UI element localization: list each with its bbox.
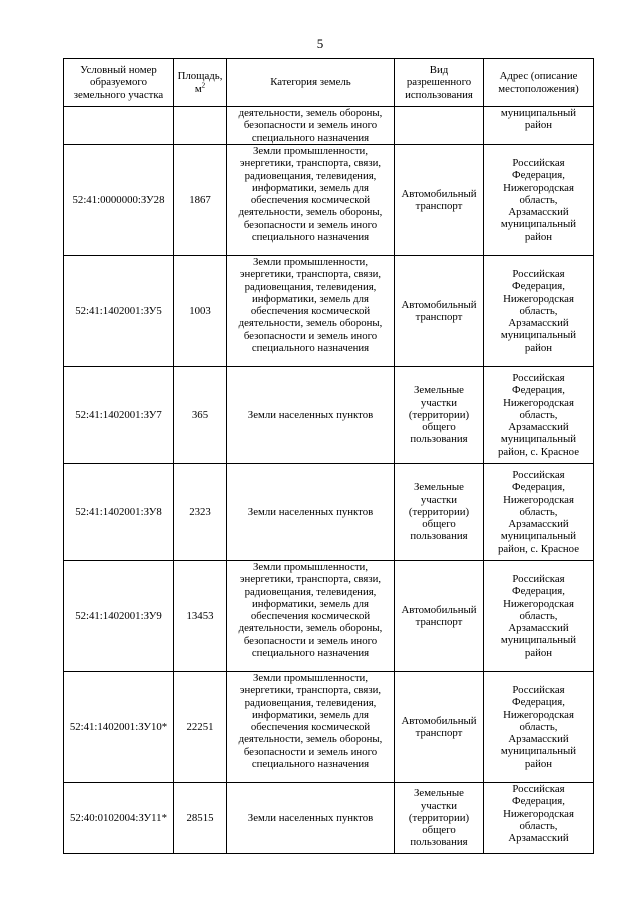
cell-permitted-use [395,107,484,145]
cell-address: Российская Федерация, Нижегородская область, Арзамасский муниципальный район [484,561,594,672]
cell-category: Земли населенных пунктов [227,367,395,464]
header-permitted-use: Вид разрешенного использования [395,59,484,107]
cell-permitted-use: Автомобильный транспорт [395,256,484,367]
cell-area: 28515 [174,783,227,854]
header-area [174,59,227,107]
cell-area: 22251 [174,672,227,783]
cell-category: Земли промышленности, энергетики, транспорта, связи, радиовещания, телевидения, информатики, земель для обеспечения космической деятельности, земель обороны, безопасности и земель иного специального назначения [227,256,395,367]
cell-category: Земли населенных пунктов [227,783,395,854]
cell-permitted-use: Земельные участки (территории) общего пользования [395,464,484,561]
cell-address: Российская Федерация, Нижегородская область, Арзамасский муниципальный район [484,145,594,256]
table-row [64,256,594,367]
cell-permitted-use: Автомобильный транспорт [395,561,484,672]
cell-area: 365 [174,367,227,464]
cell-cadastral: 52:40:0102004:ЗУ11* [64,783,174,854]
cell-permitted-use: Автомобильный транспорт [395,672,484,783]
cell-cadastral: 52:41:1402001:ЗУ5 [64,256,174,367]
cell-permitted-use: Земельные участки (территории) общего пользования [395,783,484,854]
cell-permitted-use: Земельные участки (территории) общего пользования [395,367,484,464]
cell-address: Российская Федерация, Нижегородская область, Арзамасский муниципальный район, с. Красное [484,464,594,561]
cell-category: Земли населенных пунктов [227,464,395,561]
header-area-sup: 2 [201,80,206,89]
cell-cadastral: 52:41:0000000:ЗУ28 [64,145,174,256]
table-row [64,107,594,145]
table-row [64,367,594,464]
cell-category: Земли промышленности, энергетики, транспорта, связи, радиовещания, телевидения, информатики, земель для обеспечения космической деятельности, земель обороны, безопасности и земель иного специального назначения [227,672,395,783]
table-row [64,561,594,672]
cell-area: 13453 [174,561,227,672]
cell-cadastral: 52:41:1402001:ЗУ10* [64,672,174,783]
cell-permitted-use: Автомобильный транспорт [395,145,484,256]
header-address: Адрес (описание местоположения) [484,59,594,107]
cell-address: муниципальный район [484,107,594,145]
page-number: 5 [316,36,324,51]
cell-address: Российская Федерация, Нижегородская область, Арзамасский муниципальный район [484,672,594,783]
cell-cadastral [64,107,174,145]
cell-cadastral: 52:41:1402001:ЗУ9 [64,561,174,672]
cell-category: Земли промышленности, энергетики, транспорта, связи, радиовещания, телевидения, информатики, земель для обеспечения космической деятельности, земель обороны, безопасности и земель иного специального назначения [227,561,395,672]
cell-category: деятельности, земель обороны, безопасности и земель иного специального назначения [227,107,395,145]
cell-category: Земли промышленности, энергетики, транспорта, связи, радиовещания, телевидения, информатики, земель для обеспечения космической деятельности, земель обороны, безопасности и земель иного специального назначения [227,145,395,256]
land-plots-table [63,58,594,854]
cell-address: Российская Федерация, Нижегородская область, Арзамасский муниципальный район [484,256,594,367]
header-area-label: Площадь, м [177,70,223,95]
table-header-row [64,59,594,107]
header-category: Категория земель [227,59,395,107]
cell-area: 1867 [174,145,227,256]
cell-area: 1003 [174,256,227,367]
cell-area: 2323 [174,464,227,561]
cell-cadastral: 52:41:1402001:ЗУ8 [64,464,174,561]
table-row [64,464,594,561]
cell-cadastral: 52:41:1402001:ЗУ7 [64,367,174,464]
cell-address: Российская Федерация, Нижегородская область, Арзамасский муниципальный район, с. Красное [484,367,594,464]
header-cadastral: Условный номер образуемого земельного участка [64,59,174,107]
cell-area [174,107,227,145]
cell-address: Российская Федерация, Нижегородская область, Арзамасский [484,783,594,854]
table-row [64,672,594,783]
table-row [64,145,594,256]
table-row [64,783,594,854]
